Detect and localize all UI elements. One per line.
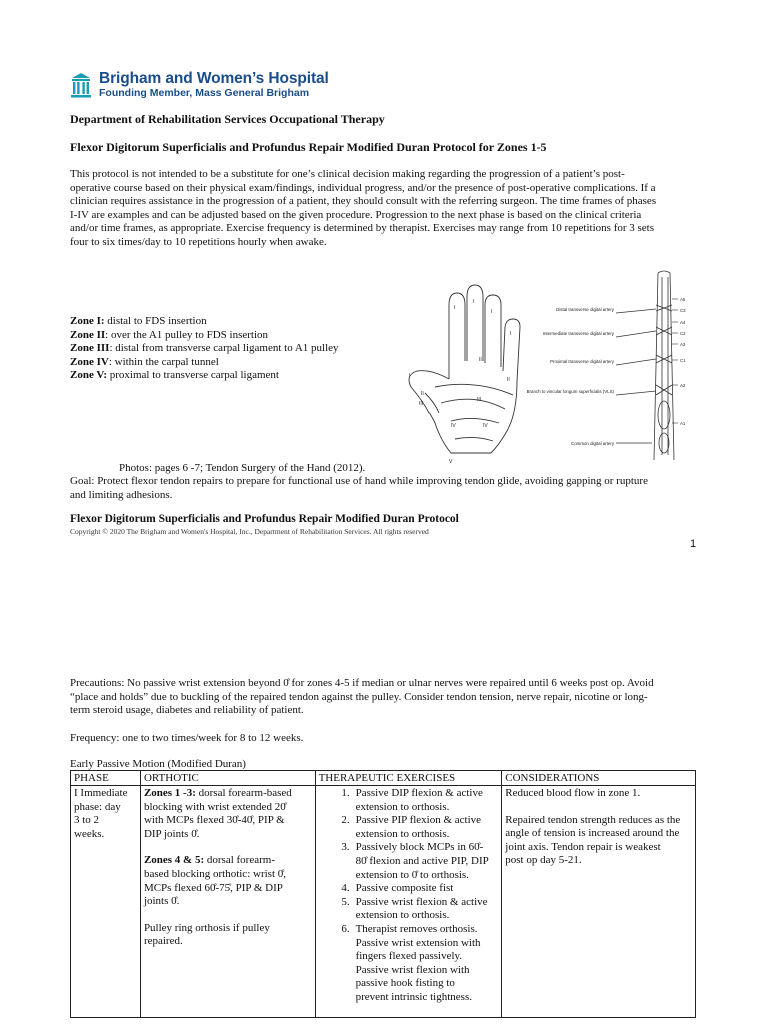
zone-label: I: [510, 331, 512, 337]
list-item: 2. Passive PIP flexion & active extension to orthosis.: [341, 814, 482, 840]
intro-line: clinician requires assistance in the progression of a patient, they should consult with the referring surgeon. The time frames of phases: [70, 195, 657, 208]
zone-item: Zone II: over the A1 pulley to FDS insertion: [70, 328, 269, 341]
orthotic-cell: Zones 1 -3: dorsal forearm-based blocking with wrist extended 20̊ with MCPs flexed 30̊-40̊, PIP & DIP joints 0̊. Zones 4 & 5: dorsal forearm- based blocking orthotic: wrist 0̊, MCPs flexed 60̊-75̊, PIP & DIP joints 0̊. Pulley ring orthosis if pulley repaired.: [140, 786, 315, 1018]
artery-label: Branch to vincular longum superficialis (VLS): [526, 389, 614, 394]
intro-line: I-IV are examples and can be adjusted based on the given procedure. Progression to the next phase is based on the clinical criteria: [70, 208, 642, 221]
list-item: 4. Passive composite fist: [341, 882, 454, 895]
zone-item: Zone I: distal to FDS insertion: [70, 315, 207, 327]
pulley-label: A4: [680, 320, 686, 325]
zone-label: I: [454, 305, 456, 311]
zone-label: II: [479, 357, 482, 363]
zone-item: Zone V: proximal to transverse carpal ligament: [70, 369, 279, 382]
pulley-label: A3: [680, 342, 686, 347]
list-item: 1. Passive DIP flexion & active extension to orthosis.: [341, 787, 483, 813]
list-item: 6. Therapist removes orthosis. Passive wrist extension with fingers flexed passively. Passive wrist flexion with passive hook fisting to prevent intrinsic tightness.: [341, 922, 481, 1003]
goal-line: and limiting adhesions.: [70, 488, 173, 501]
pulley-label: A5: [680, 297, 686, 302]
pulley-label: C3: [680, 308, 686, 313]
photos-caption: Photos: pages 6 -7; Tendon Surgery of the Hand (2012).: [119, 462, 366, 474]
header-considerations: CONSIDERATIONS: [502, 771, 696, 786]
precautions-line: Precautions: No passive wrist extension beyond 0̊ for zones 4-5 if median or ulnar nerves were repaired until 6 weeks post op. Avoid: [70, 677, 654, 689]
zone-label: I: [409, 373, 411, 379]
hospital-logo: [70, 70, 329, 100]
protocol-table: [70, 770, 696, 1018]
zone-label: III: [419, 401, 424, 407]
table-header-row: [71, 771, 696, 786]
intro-paragraph: [70, 168, 696, 250]
table-caption: Early Passive Motion (Modified Duran): [70, 758, 246, 770]
exercise-list: [319, 787, 499, 1005]
zone-label: II: [507, 377, 510, 383]
frequency-text: Frequency: one to two times/week for 8 to 12 weeks.: [70, 732, 304, 744]
considerations-cell: Reduced blood flow in zone 1. Repaired tendon strength reduces as the angle of tension is increased around the joint axis. Tendon repair is weakest post op day 5-21.: [502, 786, 696, 1018]
header-phase: PHASE: [71, 771, 141, 786]
exercises-cell: [315, 786, 502, 1018]
zone-label: I: [491, 309, 493, 315]
hospital-name: Brigham and Women’s Hospital: [99, 70, 329, 87]
zones-list: [70, 315, 370, 383]
footer-title: Flexor Digitorum Superficialis and Profundus Repair Modified Duran Protocol: [70, 513, 459, 525]
pulley-label: A2: [680, 383, 686, 388]
table-row: [71, 786, 696, 1018]
zone-item: Zone III: distal from transverse carpal ligament to A1 pulley: [70, 342, 339, 355]
intro-line: and/or time frames, as appropriate. Exercise frequency is determined by therapist. Exercises may range from 10 repetitions for 3 sets: [70, 222, 655, 235]
copyright-text: Copyright © 2020 The Brigham and Women's Hospital, Inc., Department of Rehabilitation Services. All rights reserved: [70, 527, 429, 536]
zone-item: Zone IV: within the carpal tunnel: [70, 355, 219, 368]
zone-label: V: [449, 459, 453, 465]
zone-label: IV: [451, 423, 456, 429]
artery-label: Distal transverse digital artery: [556, 307, 614, 312]
precautions-line: term steroid usage, diabetes and reliability of patient.: [70, 704, 304, 717]
precautions-line: “place and holds” due to buckling of the repaired tendon against the pulley. Consider tendon tension, nerve repair, nicotine or long-: [70, 690, 648, 703]
phase-cell: I Immediate phase: day 3 to 2 weeks.: [71, 786, 141, 1018]
artery-label: Proximal transverse digital artery: [550, 359, 614, 364]
building-columns-icon: [70, 72, 92, 98]
zone-label: III: [477, 397, 482, 403]
goal-paragraph: [70, 475, 696, 502]
precautions-paragraph: [70, 677, 696, 718]
pulley-label: C2: [680, 331, 686, 336]
finger-vascular-diagram: [526, 265, 710, 465]
zone-label: IV: [483, 423, 488, 429]
artery-label: Intermediate transverse digital artery: [542, 331, 614, 336]
intro-line: This protocol is not intended to be a substitute for one’s clinical decision making regarding the progression of a patient’s post-: [70, 168, 625, 180]
pulley-label: C1: [680, 358, 686, 363]
intro-line: operative course based on their physical exam/findings, individual progress, and/or the presence of post-operative complications. If a: [70, 181, 656, 194]
zone-label: I: [473, 299, 475, 305]
hospital-tagline: Founding Member, Mass General Brigham: [99, 87, 310, 99]
intro-line: four to six times/day to 10 repetitions hourly when awake.: [70, 235, 327, 248]
hand-zones-diagram: [395, 283, 545, 468]
page-number: 1: [690, 538, 697, 550]
department-heading: Department of Rehabilitation Services Occupational Therapy: [70, 112, 385, 126]
protocol-title: Flexor Digitorum Superficialis and Profundus Repair Modified Duran Protocol for Zones 1-5: [70, 140, 547, 154]
list-item: 3. Passively block MCPs in 60̊- 80̊ flexion and active PIP, DIP extension to 0̊ to orthosis.: [341, 841, 489, 881]
artery-label: Common digital artery: [571, 441, 614, 446]
header-orthotic: ORTHOTIC: [140, 771, 315, 786]
goal-line: Goal: Protect flexor tendon repairs to prepare for functional use of hand while improving tendon glide, avoiding gapping or rupture: [70, 475, 648, 487]
header-exercises: THERAPEUTIC EXERCISES: [315, 771, 502, 786]
list-item: 5. Passive wrist flexion & active extension to orthosis.: [341, 895, 488, 922]
pulley-label: A1: [680, 421, 686, 426]
zone-label: II: [421, 391, 424, 397]
